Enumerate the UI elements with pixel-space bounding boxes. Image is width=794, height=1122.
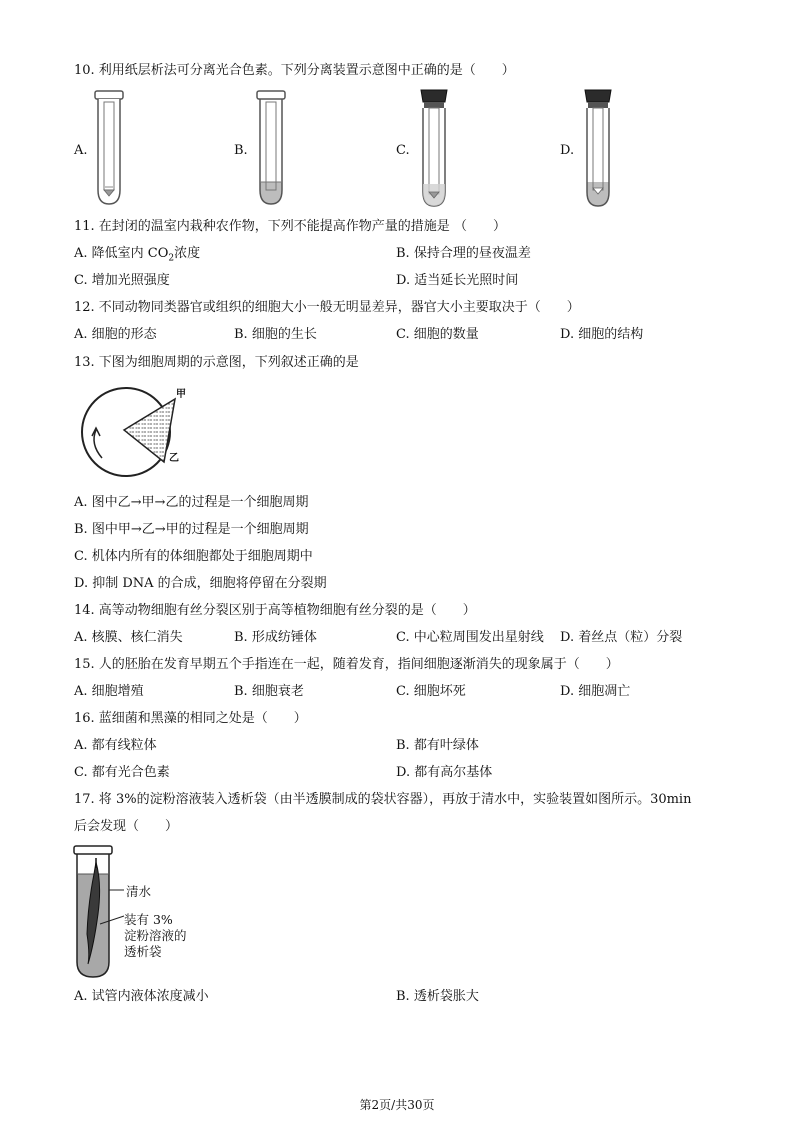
q13-option-c: C. 机体内所有的体细胞都处于细胞周期中 — [74, 549, 313, 564]
q15-option-b: B. 细胞衰老 — [234, 684, 304, 699]
q17-option-b: B. 透析袋胀大 — [396, 989, 479, 1004]
q16-stem: 16. 蓝细菌和黑藻的相同之处是（ ） — [74, 711, 307, 726]
figure-label-water: 清水 — [126, 884, 152, 899]
q10-tube-a-figure — [94, 90, 124, 206]
q14-option-a: A. 核膜、核仁消失 — [74, 630, 183, 645]
q13-option-d: D. 抑制 DNA 的合成，细胞将停留在分裂期 — [74, 576, 327, 591]
q10-option-c-label: C. — [396, 143, 410, 158]
q14-option-c: C. 中心粒周围发出星射线 — [396, 630, 544, 645]
q12-option-b: B. 细胞的生长 — [234, 327, 317, 342]
q16-option-a: A. 都有线粒体 — [74, 738, 157, 753]
q13-option-a: A. 图中乙→甲→乙的过程是一个细胞周期 — [74, 495, 309, 510]
q10-option-a-label: A. — [74, 143, 88, 158]
q15-option-c: C. 细胞坏死 — [396, 684, 466, 699]
figure-label-bag-1: 装有 3% — [124, 912, 173, 927]
q10-tube-b-figure — [256, 90, 286, 206]
q11-option-a-sub: 2 — [168, 253, 175, 264]
q10-option-b-label: B. — [234, 143, 248, 158]
q11-stem: 11. 在封闭的温室内栽种农作物，下列不能提高作物产量的措施是 （ ） — [74, 219, 506, 234]
q11-option-a-prefix: A. 降低室内 CO — [74, 246, 169, 261]
q12-stem: 12. 不同动物同类器官或组织的细胞大小一般无明显差异，器官大小主要取决于（ ） — [74, 300, 580, 315]
figure-label-bag-3: 透析袋 — [124, 944, 162, 959]
q11-option-c: C. 增加光照强度 — [74, 273, 170, 288]
q16-option-c: C. 都有光合色素 — [74, 765, 170, 780]
q11-option-d: D. 适当延长光照时间 — [396, 273, 519, 288]
cell-cycle-label-jia: 甲 — [176, 389, 186, 400]
q12-option-d: D. 细胞的结构 — [560, 327, 644, 342]
q13-stem: 13. 下图为细胞周期的示意图，下列叙述正确的是 — [74, 355, 359, 370]
q10-tube-c-figure — [418, 88, 450, 208]
q15-option-a: A. 细胞增殖 — [74, 684, 144, 699]
q11-option-a — [74, 245, 200, 268]
q17-option-a: A. 试管内液体浓度减小 — [74, 989, 209, 1004]
q16-option-d: D. 都有高尔基体 — [396, 765, 493, 780]
q14-option-d: D. 着丝点（粒）分裂 — [560, 630, 683, 645]
q13-option-b: B. 图中甲→乙→甲的过程是一个细胞周期 — [74, 522, 309, 537]
q11-option-a-suffix: 浓度 — [174, 246, 201, 261]
q11-option-b: B. 保持合理的昼夜温差 — [396, 246, 531, 261]
q10-stem: 10. 利用纸层析法可分离光合色素。下列分离装置示意图中正确的是（ ） — [74, 63, 515, 78]
q12-option-a: A. 细胞的形态 — [74, 327, 157, 342]
q16-option-b: B. 都有叶绿体 — [396, 738, 479, 753]
cell-cycle-label-yi: 乙 — [169, 453, 179, 464]
page-footer: 第2页/共30页 — [359, 1098, 435, 1112]
q14-stem: 14. 高等动物细胞有丝分裂区别于高等植物细胞有丝分裂的是（ ） — [74, 603, 476, 618]
q17-stem-line-1: 17. 将 3%的淀粉溶液装入透析袋（由半透膜制成的袋状容器），再放于清水中，实验装置如图所示。30min — [74, 792, 692, 807]
q12-option-c: C. 细胞的数量 — [396, 327, 479, 342]
q14-option-b: B. 形成纺锤体 — [234, 630, 317, 645]
dialysis-bag-figure — [72, 844, 132, 980]
q17-stem-line-2: 后会发现（ ） — [74, 819, 179, 834]
q10-tube-d-figure — [582, 88, 614, 208]
q10-option-d-label: D. — [560, 143, 575, 158]
q15-stem: 15. 人的胚胎在发育早期五个手指连在一起，随着发育，指间细胞逐渐消失的现象属于（ ） — [74, 657, 619, 672]
q15-option-d: D. 细胞凋亡 — [560, 684, 631, 699]
figure-label-bag-2: 淀粉溶液的 — [124, 928, 187, 943]
